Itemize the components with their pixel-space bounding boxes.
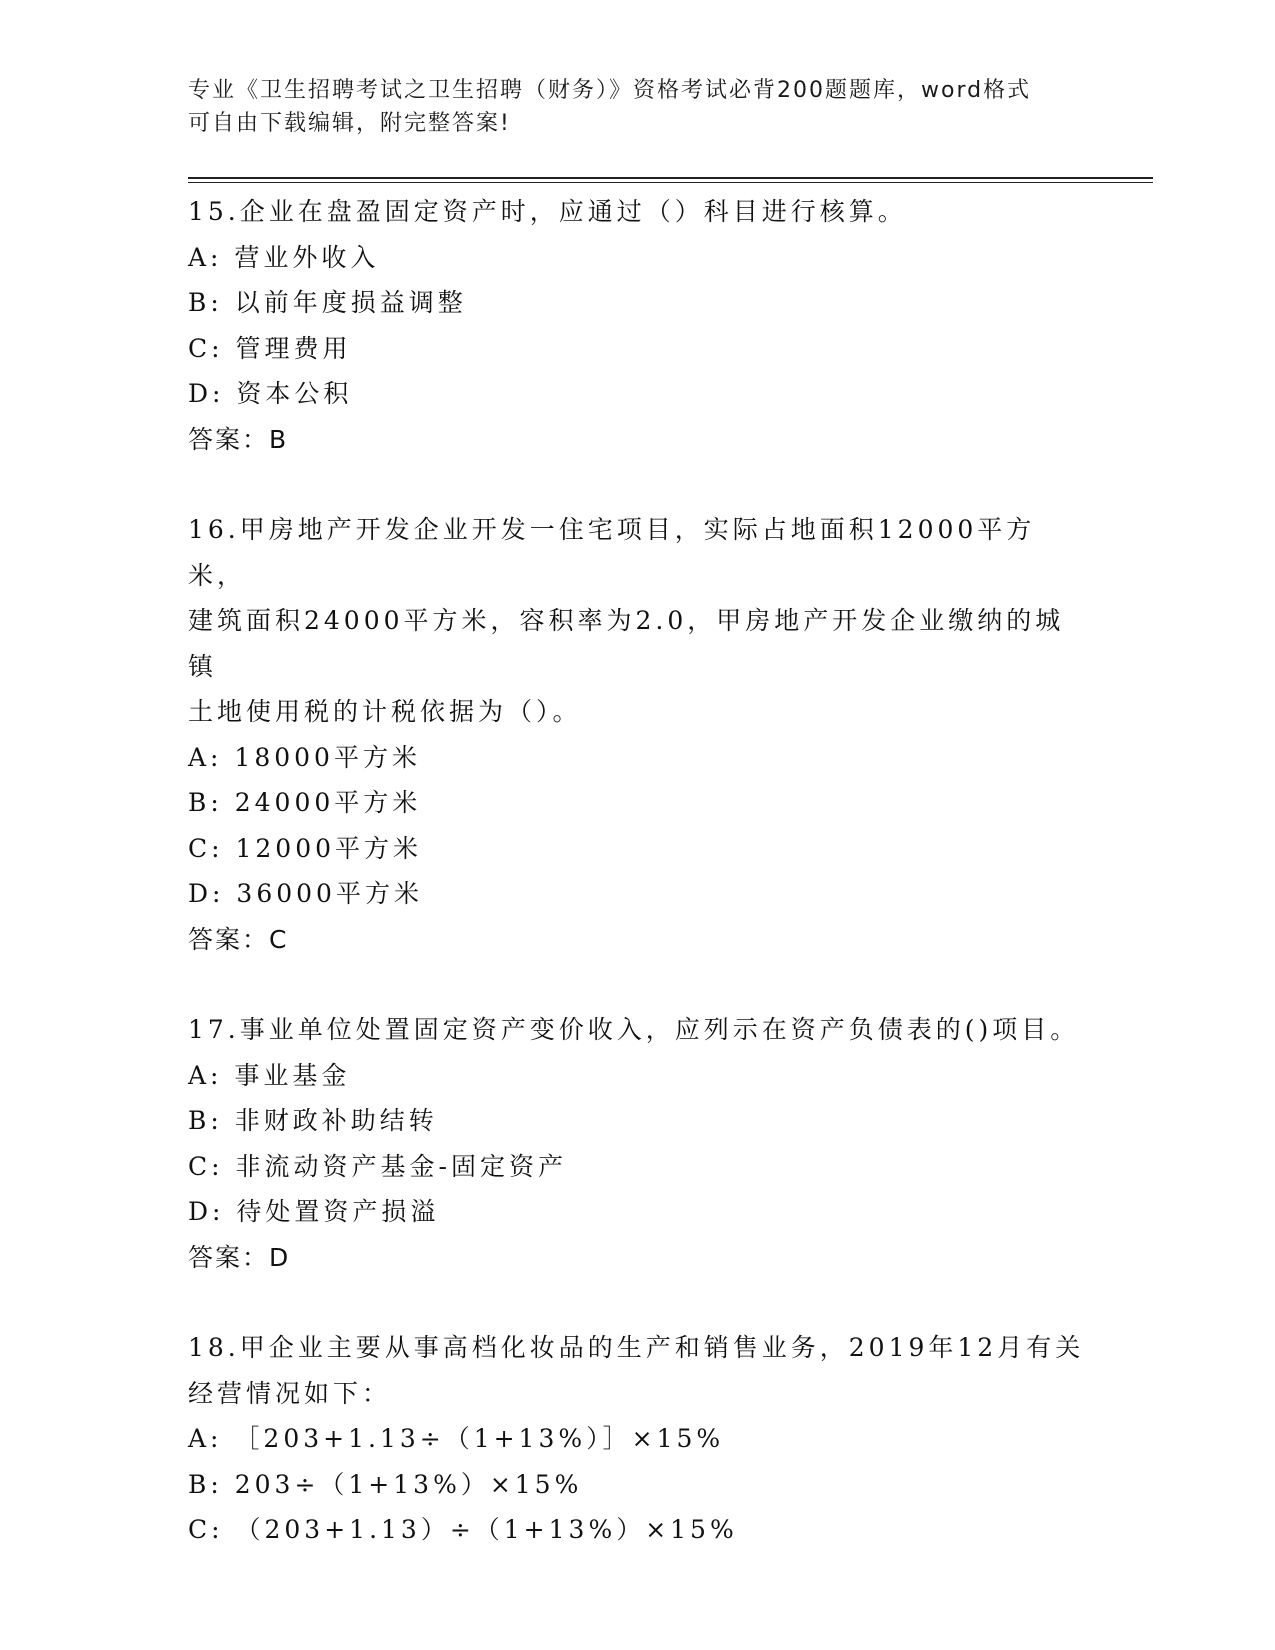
answer-label: 答案：D	[188, 1242, 291, 1272]
question-text: 17.事业单位处置固定资产变价收入，应列示在资产负债表的()项目。	[188, 1015, 1080, 1044]
header-divider	[188, 177, 1153, 183]
option-b: B: 24000平方米	[188, 788, 422, 817]
question-list	[188, 189, 1088, 1553]
option-a: A: 18000平方米	[188, 742, 421, 772]
question-text: 18.甲企业主要从事高档化妆品的生产和销售业务，2019年12月有关	[188, 1333, 1085, 1362]
option-a: A: ［203+1.13÷（1+13%）］×15%	[188, 1424, 725, 1453]
option-d: D: 36000平方米	[188, 879, 423, 908]
option-c: C: 12000平方米	[188, 833, 423, 863]
header-line-2: 可自由下载编辑，附完整答案!	[188, 111, 511, 136]
option-d: D: 待处置资产损溢	[188, 1197, 440, 1226]
option-c: C: 非流动资产基金-固定资产	[188, 1151, 567, 1181]
option-b: B: 非财政补助结转	[188, 1106, 438, 1135]
question-text: 经营情况如下：	[188, 1378, 392, 1408]
question-text: 建筑面积24000平方米，容积率为2.0，甲房地产开发企业缴纳的城镇	[188, 606, 1065, 681]
question-16	[188, 507, 1088, 962]
option-b: B: 203÷（1+13%）×15%	[188, 1469, 583, 1499]
question-text: 15.企业在盘盈固定资产时，应通过（）科目进行核算。	[188, 197, 907, 226]
document-header	[188, 74, 1088, 140]
header-line-1: 专业《卫生招聘考试之卫生招聘（财务）》资格考试必背200题题库，word格式	[188, 78, 1032, 103]
question-17	[188, 1007, 1088, 1280]
question-18	[188, 1325, 1088, 1553]
answer-label: 答案：C	[188, 924, 289, 954]
option-c: C: 管理费用	[188, 333, 352, 363]
option-a: A: 事业基金	[188, 1060, 351, 1090]
answer-label: 答案：B	[188, 424, 289, 454]
option-c: C: （203+1.13）÷（1+13%）×15%	[188, 1515, 738, 1544]
option-a: A: 营业外收入	[188, 242, 380, 272]
question-text: 16.甲房地产开发企业开发一住宅项目，实际占地面积12000平方米，	[188, 515, 1036, 590]
question-15	[188, 189, 1088, 462]
option-b: B: 以前年度损益调整	[188, 288, 467, 317]
option-d: D: 资本公积	[188, 379, 353, 408]
question-text: 土地使用税的计税依据为（）。	[188, 697, 582, 726]
